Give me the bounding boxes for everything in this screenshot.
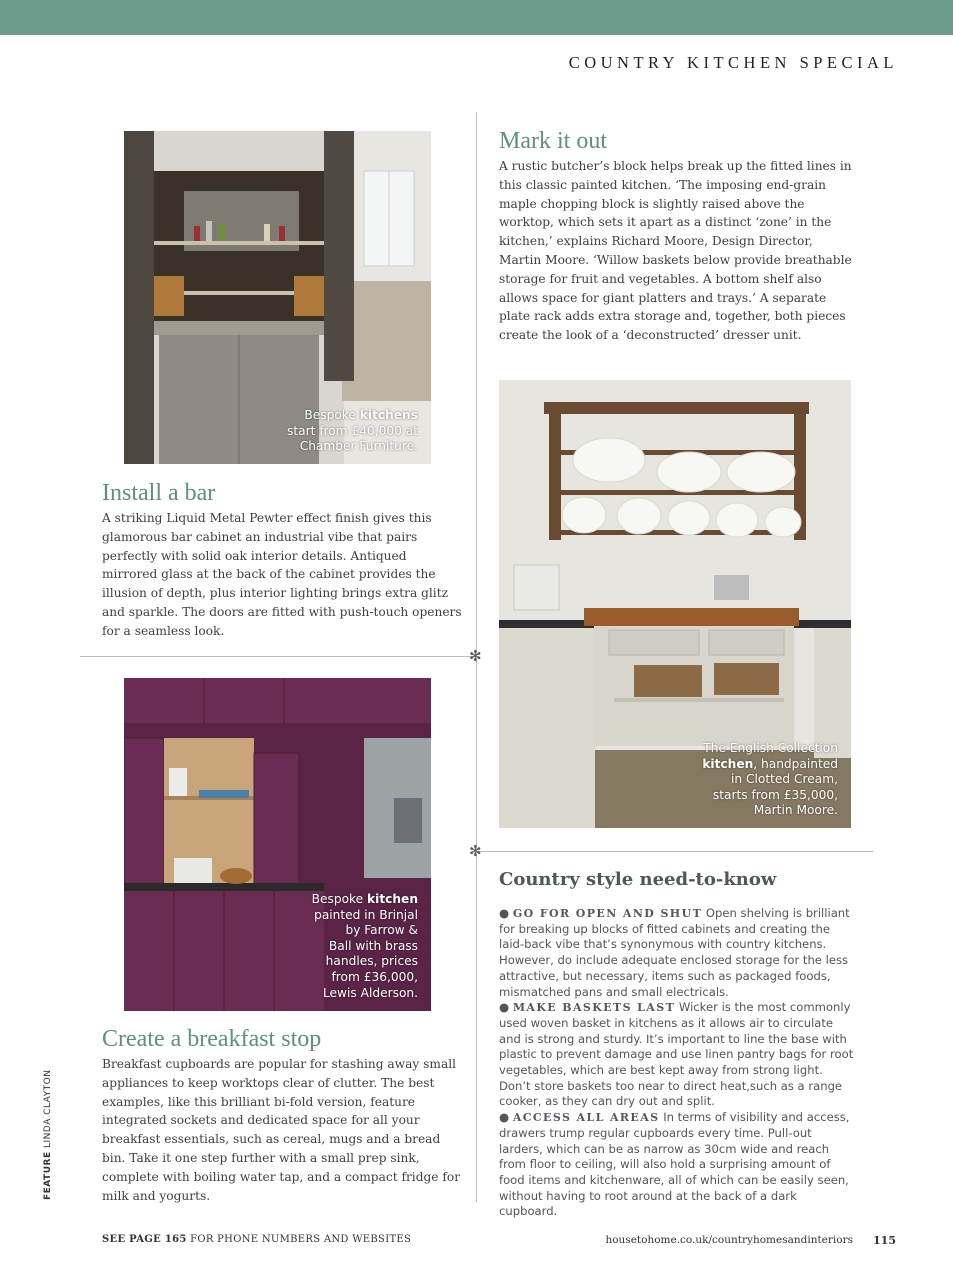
bullet-icon: ● xyxy=(499,1110,510,1125)
divider-star-icon: ✻ xyxy=(469,647,482,665)
install-bar-body: A striking Liquid Metal Pewter effect finish gives this glamorous bar cabinet an industrial vibe that pairs perfectly with solid oak interior details. Antiqued mirrored glass at the back of the cabinet provides the illusion of depth, plus interior lighting brings extra glitz and sparkle. The doors are fitted with push-touch openers for a seamless look. xyxy=(102,511,462,638)
install-bar-heading: Install a bar xyxy=(102,480,216,506)
left-section-divider xyxy=(80,656,476,657)
list-item: ● ACCESS ALL AREAS In terms of visibility and access, drawers trump regular cupboards every time. Pull-out larders, which can be as narrow as 30cm wide and reach from floor to ceiling, will also hold a surprising amount of food items and kitchenware, all of which can be easily seen, without having to root around at the back of a dark cupboard. xyxy=(499,1110,850,1219)
right-section-divider xyxy=(477,851,873,852)
bullet-icon: ● xyxy=(499,1000,510,1015)
footer-see-page: SEE PAGE 165 FOR PHONE NUMBERS AND WEBSITES xyxy=(102,1234,412,1245)
plate-rack-photo-caption: The English Collection kitchen, handpainted in Clotted Cream, starts from £35,000, Martin Moore. xyxy=(702,741,838,818)
top-color-band xyxy=(0,0,953,35)
feature-credit: FEATURE LINDA CLAYTON xyxy=(43,1069,53,1200)
footer-url[interactable]: housetohome.co.uk/countryhomesandinteriors xyxy=(605,1234,853,1246)
breakfast-body: Breakfast cupboards are popular for stashing away small appliances to keep worktops clear of clutter. The best examples, like this brilliant bi-fold version, feature integrated sockets and dedicated space for all your breakfast essentials, such as cereal, mugs and a bread bin. Take it one step further with a small prep sink, complete with boiling water tap, and a compact fridge for milk and yogurts. xyxy=(102,1057,461,1203)
mark-it-out-heading: Mark it out xyxy=(499,128,607,154)
section-title: COUNTRY KITCHEN SPECIAL xyxy=(568,53,898,72)
mark-it-out-body: A rustic butcher’s block helps break up the fitted lines in this classic painted kitchen. ‘The imposing end-grain maple chopping block is slightly raised above the worktop, which sets it apart as a distinct ‘zone’ in the kitchen,’ explains Richard Moore, Design Director, Martin Moore. ‘Willow baskets below provide breathable storage for fruit and vegetables. A bottom shelf also allows space for giant platters and trays.’ A separate plate rack adds extra storage and, together, both pieces create the look of a ‘deconstructed’ dresser unit. xyxy=(499,159,852,343)
need-to-know-list xyxy=(499,906,855,1220)
divider-star-icon: ✻ xyxy=(469,842,482,860)
bar-photo-caption: Bespoke kitchens start from £40,000 at Chamber Furniture. xyxy=(286,408,418,454)
bullet-icon: ● xyxy=(499,906,510,920)
page-number: 115 xyxy=(873,1234,896,1247)
list-item: ● MAKE BASKETS LAST Wicker is the most commonly used woven basket in kitchens as it allows air to circulate and is strong and sturdy. It’s important to line the base with plastic to prevent damage and use linen pantry bags for root vegetables, which are best kept away from strong light. Don’t store baskets too near to direct heat,such as a range cooker, as they can dry out and split. xyxy=(499,1000,854,1109)
need-to-know-title: Country style need-to-know xyxy=(499,869,777,890)
list-item: ● GO FOR OPEN AND SHUT Open shelving is brilliant for breaking up blocks of fitted cabinets and creating the laid-back vibe that’s synonymous with country kitchens. However, do include adequate enclosed storage for the less attractive, but necessary, items such as packaged foods, mismatched pans and small electricals. xyxy=(499,906,850,999)
breakfast-heading: Create a breakfast stop xyxy=(102,1026,322,1052)
breakfast-photo-caption: Bespoke kitchen painted in Brinjal by Farrow & Ball with brass handles, prices from £36,000, Lewis Alderson. xyxy=(311,892,418,1000)
